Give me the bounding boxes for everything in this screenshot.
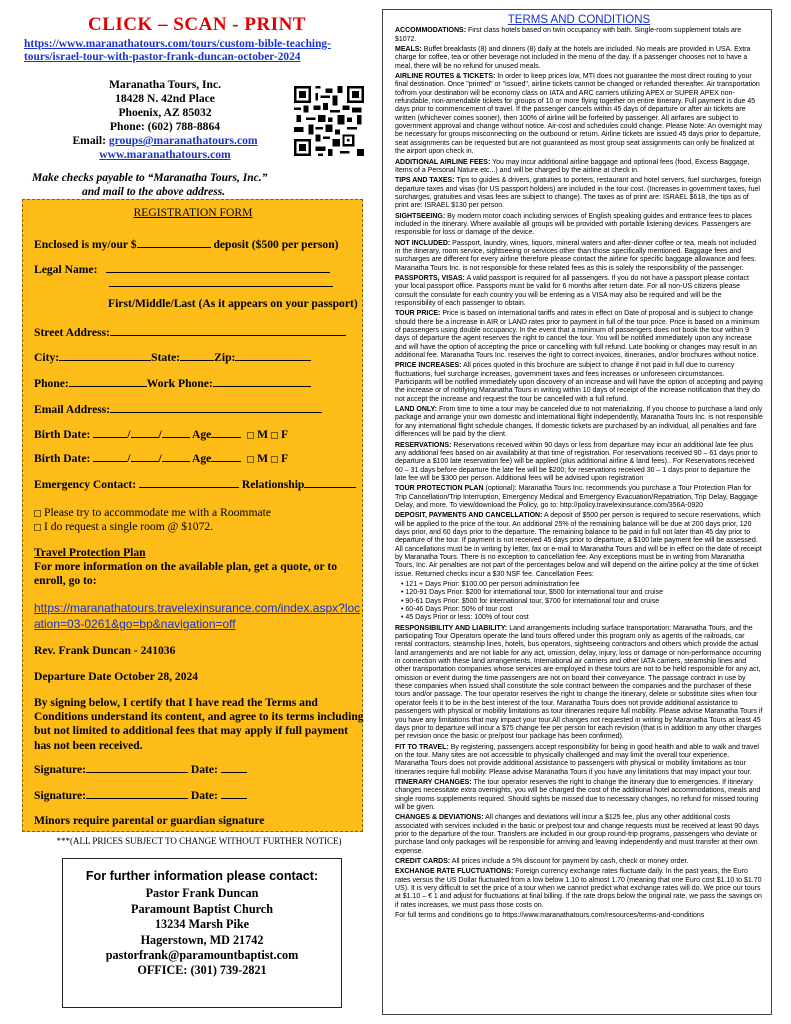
- terms-text: By registering, passengers accept responsibility for being in good health and able to walk and travel on the tour. Many sites are not accessible to physically challenged and may limit the overall tour experience. Maranatha Tours does not provide additional assistance to passengers with physical or mobility limitations as tour itineraries require full mobility. Please advise Maranatha Tours if you have any limitations that may impact your tour.: [395, 743, 759, 776]
- street-field[interactable]: [110, 325, 346, 336]
- cancellation-fee-item: • 121 + Days Prior: $100.00 per person administration fee: [401, 581, 763, 589]
- terms-heading: FIT TO TRAVEL:: [395, 743, 449, 751]
- roommate-checkbox[interactable]: [34, 510, 41, 517]
- terms-heading: SIGHTSEEING:: [395, 212, 446, 220]
- terms-heading: TIPS AND TAXES:: [395, 177, 455, 185]
- terms-text: Price is based on international tariffs and rates in effect on Date of proposal and is subject to change should there be a increase in AIR or LAND rates prior to payment in full of the tour price. Price is based on a minimum of passengers using double occupancy. In the event that a minimum of passengers does not book the tour within 9 days of departure the agent reserves the right to cancel the tour. You will be notified immediately upon any increase and will have the option of accepting the price or cancelling with full refund. Late booking or changes may result in an additional fee. Maranatha Tours Inc. reserves the right to correct invoices, itineraries, and/or brochures without notice.: [395, 310, 760, 360]
- terms-panel: [382, 9, 772, 1015]
- contact-title: For further information please contact:: [85, 869, 319, 883]
- terms-paragraph: [395, 159, 763, 176]
- single-room-row: I do request a single room @ $1072.: [34, 520, 213, 533]
- form-title: REGISTRATION FORM: [133, 206, 253, 219]
- female-checkbox[interactable]: [271, 456, 278, 463]
- contact-church: Paramount Baptist Church: [131, 901, 273, 916]
- terms-paragraph: [395, 814, 763, 856]
- relationship-field[interactable]: [304, 477, 356, 488]
- company-website-link[interactable]: www.maranathatours.com: [99, 148, 231, 161]
- terms-text: A valid passport is required for all passengers. If you do not have a passport please contact your local passport office. Passports must be valid for 6 months after return date. For all non-US citizens please consult the consulate for each country you will be entering as a VISA may also be required and will be the responsibility of each passenger to obtain.: [395, 274, 749, 307]
- checks-note: [32, 171, 352, 199]
- cancellation-fee-list: [401, 581, 763, 623]
- terms-heading: TOUR PROTECTION PLAN: [395, 485, 484, 493]
- male-checkbox[interactable]: [247, 432, 254, 439]
- date-field[interactable]: [221, 788, 247, 799]
- terms-paragraph: [395, 275, 763, 308]
- terms-heading: RESPONSIBILITY AND LIABILITY:: [395, 624, 508, 632]
- emergency-row: Emergency Contact: Relationship: [34, 477, 356, 491]
- signature-row-2: Signature: Date:: [34, 788, 247, 802]
- prices-notice: ***(ALL PRICES SUBJECT TO CHANGE WITHOUT FURTHER NOTICE): [56, 836, 342, 846]
- company-city: Phoenix, AZ 85032: [118, 106, 212, 119]
- terms-heading: RESERVATIONS:: [395, 441, 452, 449]
- terms-heading: LAND ONLY:: [395, 406, 437, 414]
- terms-text: Reservations received within 90 days or less from departure may incur an additional late fee plus any additional fees based on air availability at that time of registration. For reservations received 90 – 61 days prior to departure a $100 late reservation fee) will be applied (plus additional airline & land fees).. For Reservations received 60 – 31 days before departure the late fee will be $200; for reservations received 30 – 1 days prior to departure the late fee will be $300 per person. Additional fees will be advised upon registration: [395, 441, 758, 482]
- terms-heading: NOT INCLUDED:: [395, 239, 451, 247]
- cancellation-fee-item: • 120-91 Days Prior: $200 for international tour, $500 for international tour and cruise: [401, 589, 763, 597]
- terms-text: In order to keep prices low, MTI does not guarantee the most direct routing to your final destination. Once "printed" or "issued", airline tickets cannot be changed or refunded thereafter. Air transportation to/from your destination will be economy class on IATA and ARC carriers utilizing APEX or SUPER APEX non-refundable, non-amendable tickets for groups of 10 or more flying together on entire itinerary. Full payment is due 45 days prior to commencement of travel. If the passenger cancels within 45 days of departure or after air tickets are written (whichever comes sooner), then 100% of airline will be forfeited by passenger. All airfares are subject to government approval and change without notice. Air-cost and schedules could change. Please Note: An overnight may be necessary for groups misconnecting on the outbound or return. Airline tickets are issued 45 days prior to departure, seat assignments can be requested but are not guaranteed as most group seat assignments can only be finalized at the airport upon check in.: [395, 73, 762, 156]
- terms-heading: AIRLINE ROUTES & TICKETS:: [395, 73, 496, 81]
- enclosed-row: Enclosed is my/our $ deposit ($500 per person): [34, 238, 339, 251]
- age-field[interactable]: [211, 451, 241, 462]
- email-field[interactable]: [110, 402, 322, 413]
- terms-heading: ADDITIONAL AIRLINE FEES:: [395, 158, 491, 166]
- terms-paragraph: [395, 73, 763, 156]
- registration-form: [22, 199, 363, 832]
- terms-paragraph: [395, 406, 763, 439]
- email-row: Email Address:: [34, 402, 322, 416]
- terms-heading: ITINERARY CHANGES:: [395, 778, 472, 786]
- checks-note-line-2: and mail to the above address.: [82, 186, 226, 198]
- contact-office: OFFICE: (301) 739-2821: [137, 963, 267, 978]
- terms-paragraph: [395, 27, 763, 44]
- terms-text: For full terms and conditions go to https://www.maranathatours.com/resources/terms-and-conditions: [395, 912, 705, 920]
- terms-paragraph: [395, 213, 763, 238]
- terms-section-2: [395, 625, 763, 921]
- terms-paragraph: [395, 485, 763, 510]
- terms-text: (optional): Maranatha Tours Inc. recommends you purchase a Tour Protection Plan for Trip Cancellation/Trip Interruption, Emergency Medical and Emergency Evacuation/Repatriation, Trip Delay, Baggage Delay, and more. To view/download the Policy, go to: http://policy.travelexinsurance.com/356A-0920: [395, 485, 758, 509]
- header-title: CLICK – SCAN - PRINT: [88, 14, 306, 35]
- signature-field[interactable]: [86, 788, 188, 799]
- qr-code-icon[interactable]: [294, 86, 364, 156]
- travel-protection-title: Travel Protection Plan: [34, 546, 146, 559]
- roommate-row: Please try to accommodate me with a Roommate: [34, 506, 271, 519]
- terms-section-1: [395, 27, 763, 579]
- terms-paragraph: [395, 46, 763, 71]
- street-row: Street Address:: [34, 325, 346, 339]
- terms-paragraph: [395, 868, 763, 910]
- company-email-link[interactable]: groups@maranathatours.com: [108, 134, 258, 147]
- tour-url-link[interactable]: https://www.maranathatours.com/tours/custom-bible-teaching-tours/israel-tour-with-pastor-frank-duncan-october-2024: [24, 38, 331, 63]
- cancellation-fee-item: • 90-61 Days Prior: $500 for international tour, $700 for international tour and cruise: [401, 598, 763, 606]
- terms-paragraph: [395, 240, 763, 273]
- terms-paragraph: [395, 442, 763, 484]
- female-checkbox[interactable]: [271, 432, 278, 439]
- terms-heading: PASSPORTS, VISAS:: [395, 274, 465, 282]
- emergency-contact-field[interactable]: [139, 477, 239, 488]
- terms-paragraph: [395, 625, 763, 742]
- work-phone-field[interactable]: [213, 376, 311, 387]
- city-row: City: State: Zip:: [34, 350, 311, 364]
- terms-paragraph: [395, 912, 763, 920]
- terms-text: You may incur additional airline baggage and optional fees (food, Excess Baggage, Items of a Personal Nature etc...) and will be charged by the airline at check in.: [395, 158, 750, 174]
- terms-text: The tour operator reserves the right to change the itinerary due to emergencies. If itinerary changes necessitate extra overnights, you will be charged the cost of the additional hotel accommodations, meals and single rooms supplements required. Should sights be missed due to necessary changes, no refund for missed touring will be given.: [395, 778, 761, 811]
- company-phone: Phone: (602) 788-8864: [109, 120, 221, 133]
- company-name: Maranatha Tours, Inc.: [108, 78, 222, 91]
- birth-month-field[interactable]: [93, 451, 127, 462]
- date-field[interactable]: [221, 762, 247, 773]
- birth-month-field[interactable]: [93, 427, 127, 438]
- birth-day-field[interactable]: [131, 427, 159, 438]
- travel-protection-text: For more information on the available plan, get a quote, or to enroll, go to:: [34, 560, 338, 587]
- company-street: 18428 N. 42nd Place: [115, 92, 215, 105]
- phone-field[interactable]: [69, 376, 147, 387]
- terms-text: Tips to guides & drivers, gratuities to porters, restaurant and hotel servers, fuel surcharges, foreign departure taxes and visas (for US passport holders) are included in the tour cost. (Increases in government taxes, fuel surcharges, gratuities and visas fees are subject to change). The taxes as of print are: ISRAEL $618, the tips as of print are: ISRAEL $130 per person.: [395, 177, 762, 210]
- single-room-checkbox[interactable]: [34, 524, 41, 531]
- terms-paragraph: [395, 512, 763, 579]
- certify-text: By signing below, I certify that I have read the Terms and Conditions understand its content, and agree to its terms including but not limited to additional fees that may apply if full payment has not been received.: [34, 696, 364, 752]
- checks-note-line-1: Make checks payable to “Maranatha Tours, Inc.”: [32, 172, 268, 184]
- signature-row-1: Signature: Date:: [34, 762, 247, 776]
- terms-heading: EXCHANGE RATE FLUCTUATIONS:: [395, 868, 514, 876]
- legal-name-row: Legal Name:: [34, 262, 330, 276]
- age-field[interactable]: [211, 427, 241, 438]
- terms-text: All changes and deviations will incur a $125 fee, plus any other additional costs associated with services included in the basic or pre/post tour and change requests must be received at least 90 days prior to the departure of the tour. Transfers are included in our group round-trip programs, passengers who deviate or purchase land only packages will be responsible for arriving and leaving independently and must transfer at their own expense.: [395, 814, 759, 855]
- terms-heading: PRICE INCREASES:: [395, 362, 462, 370]
- contact-street: 13234 Marsh Pike: [154, 917, 250, 932]
- contact-name: Pastor Frank Duncan: [145, 886, 259, 901]
- birth-year-field[interactable]: [162, 451, 190, 462]
- signature-field[interactable]: [86, 762, 188, 773]
- contact-email[interactable]: pastorfrank@paramountbaptist.com: [105, 948, 299, 963]
- terms-paragraph: [395, 744, 763, 777]
- terms-paragraph: [395, 779, 763, 812]
- phone-row: Phone: Work Phone:: [34, 376, 311, 390]
- birth-day-field[interactable]: [131, 451, 159, 462]
- male-checkbox[interactable]: [247, 456, 254, 463]
- terms-heading: CHANGES & DEVIATIONS:: [395, 814, 484, 822]
- birth-date-row-2: Birth Date: / / Age M F: [34, 452, 289, 465]
- city-field[interactable]: [59, 350, 151, 361]
- terms-text: From time to time a tour may be canceled due to not materializing. If you choose to purchase a land only package and arrange your own domestic and international flight independently, Maranatha Tours Inc. is not responsible for any international flight schedule changes. If domestic tickets are purchased by an individual, all penalties and fare differences will be paid by the client.: [395, 406, 763, 439]
- birth-year-field[interactable]: [162, 427, 190, 438]
- travel-protection-link[interactable]: https://maranathatours.travelexinsurance.com/index.aspx?location=03-0261&go=bp&navigation=off: [34, 601, 361, 631]
- terms-heading: CREDIT CARDS:: [395, 858, 451, 865]
- terms-text: By modern motor coach including services of English speaking guides and entrance fees to places included in the itinerary. Where available all groups will be provided with portable listening devices. Passengers are responsible for loss or damage of the device.: [395, 212, 752, 237]
- minors-note: Minors require parental or guardian signature: [34, 814, 265, 827]
- cancellation-fee-item: • 45 Days Prior or less: 100% of tour cost: [401, 614, 763, 622]
- terms-heading: ACCOMMODATIONS:: [395, 27, 467, 35]
- legal-name-field[interactable]: [106, 262, 330, 273]
- terms-paragraph: [395, 858, 763, 866]
- terms-heading: MEALS:: [395, 46, 422, 54]
- terms-paragraph: [395, 362, 763, 404]
- birth-date-row-1: Birth Date: / / Age M F: [34, 428, 289, 441]
- legal-name-field-2[interactable]: [109, 276, 333, 287]
- terms-text: A deposit of $500 per person is required to secure reservations, which will be applied to the price of the tour. An additional 25% of the remaining balance will be due at 200 days prior, 120 days prior, and 60 days prior to the departure. The remaining balance to be paid in full not later than 45 day prior to departure of the tour. If payment is not received 45 days prior to departure, a $100 late payment fee will be assessed. All cancellations must be in writing by letter, fax or e-mail to Maranatha Tours and will be in effect on the date of receipt by Maranatha Tours. There is no exception to cancellation fee. Any exceptions must be in writing from Maranatha Tours, Inc. Air penalties are not part of the percentages below and will depend on the airline policy at the time of ticket issue. Returned checks incur a $30 NSF fee. Cancellation Fees:: [395, 512, 762, 578]
- rev-code: Rev. Frank Duncan - 241036: [34, 644, 176, 657]
- contact-box: [62, 858, 342, 1008]
- terms-text: All prices include a 5% discount for payment by cash, check or money order.: [450, 858, 689, 865]
- state-field[interactable]: [180, 350, 214, 361]
- terms-text: Passport, laundry, wines, liquors, mineral waters and after-dinner coffee or tea, meals not included in the itinerary, room service, sightseeing or services other than those specifically mentioned. Baggage fees and surcharges are different for every airline therefore please contact the airline for specific baggage allowance and fees. Maranatha Tours Inc. is not responsible for these related fees as this is solely the responsibility of the passenger.: [395, 239, 757, 272]
- terms-title: TERMS AND CONDITIONS: [507, 14, 651, 26]
- email-label: Email:: [72, 134, 109, 147]
- terms-text: Buffet breakfasts (8) and dinners (8) daily at the hotels are included. No meals are provided in USA. Extra charge for coffee, tea or other beverage not included in the menu of the day. If a passenger chooses not to have a meal, there will be no refund for unused meals.: [395, 46, 751, 70]
- name-hint: First/Middle/Last (As it appears on your passport): [108, 297, 358, 310]
- terms-text: Land arrangements including surface transportation: Maranatha Tours, and the participating Tour Operators operate the land tours offered under this program only as agents of the railroads, car rental contractors, steamship lines, hotels, bus operators, sightseeing contractors and others which provide the actual land arrangements and are not liable for any act, omission, delay, injury, loss or damage or non-performance occurring in connection with these land arrangements. International air carriers and other IATA carriers, steamship lines and other transportation companies whose services are employed in these tours are not to be held responsible for any act, omission or event during the time passengers are not on board their conveyance. The passage contract in use by these companies when issued shall constitute the sole contract between the companies and the purchaser of these tours and/or passage. The tour operator reserves the right to change the itinerary, delete or substitute sites when tour operator feels it to be in the best interest of the tour. Maranatha Tours does not provide additional assistance to passengers with physical or mobility limitations as tour itineraries require full mobility. Please advise Maranatha Tours if you have any limitations that may impact your tour.All changes not requested in writing by Maranatha Tours at least 45 days prior to departure will incur a $75 change fee per person for each revision (that is in addition to any other charges per revision once the basic or pre/post tour package has been confirmed).: [395, 624, 763, 741]
- terms-paragraph: [395, 310, 763, 360]
- terms-text: Foreign currency exchange rates fluctuate daily. In the past years, the Euro rates versus the US Dollar fluctuated from a low below 1.10 to almost 1.70 (meaning that one Euro cost $1.10 to $1.70 US). It is very difficult to set the price of a tour when we cannot predict what exchange rates will do. We price our tours at $1.10 – € 1 and adjust for fluctuations at final billing. If the rate drops below the original rate, we pass the savings on if rates increases, we must pass those costs on.: [395, 868, 762, 909]
- amount-field[interactable]: [137, 237, 211, 248]
- departure-date: Departure Date October 28, 2024: [34, 670, 199, 683]
- cancellation-fee-item: • 60-46 Days Prior: 50% of tour cost: [401, 606, 763, 614]
- terms-text: All prices quoted in this brochure are subject to change if not paid in full due to currency fluctuations, fuel surcharge increases, government taxes and fees increases or unforeseen circumstances. Participants will be notified immediately upon discovery of an increase and will have the option of accepting and paying the increase or of notifying Maranatha Tours in writing within 10 days of receipt of the increase notification that they do not accept the increase and request the tour be cancelled with a full refund.: [395, 362, 763, 403]
- zip-field[interactable]: [235, 350, 311, 361]
- contact-city: Hagerstown, MD 21742: [140, 932, 264, 947]
- terms-paragraph: [395, 177, 763, 210]
- terms-heading: DEPOSIT, PAYMENTS AND CANCELLATION:: [395, 512, 543, 520]
- company-address: [55, 78, 275, 162]
- terms-heading: TOUR PRICE:: [395, 310, 441, 318]
- terms-text: First class hotels based on twin occupancy with bath. Single-room supplement totals are $1072.: [395, 27, 742, 43]
